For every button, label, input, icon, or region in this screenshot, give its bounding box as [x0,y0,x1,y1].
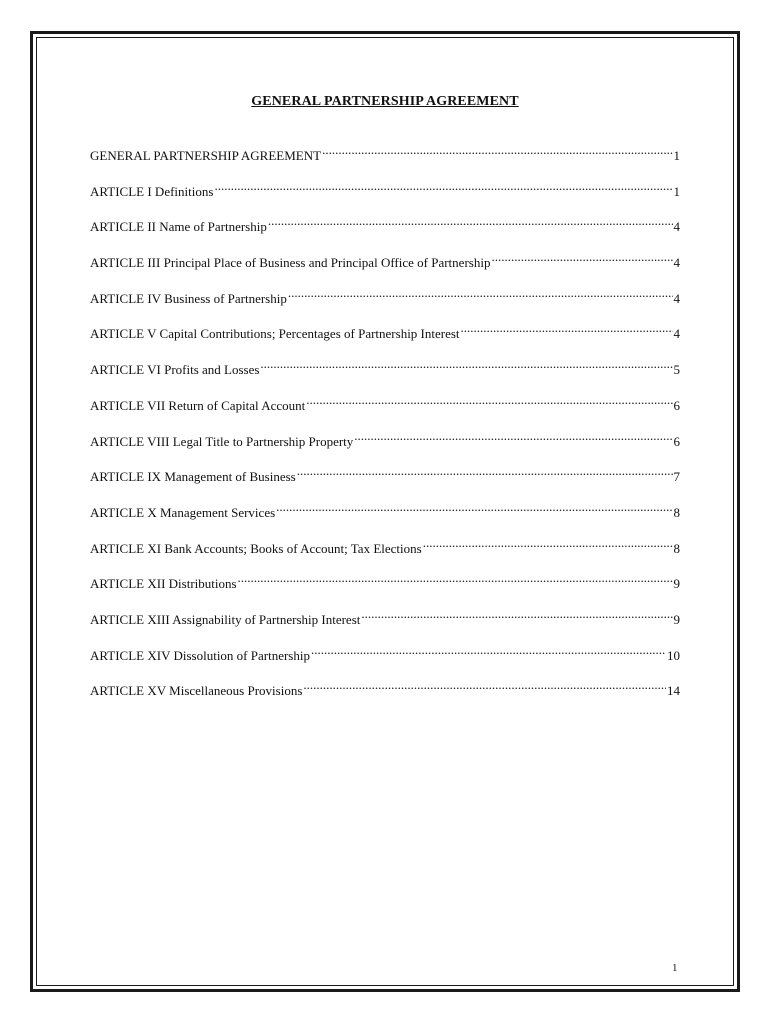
toc-entry-label: GENERAL PARTNERSHIP AGREEMENT [90,148,322,163]
toc-entry-label: ARTICLE XIII Assignability of Partnership Interest [90,611,361,627]
toc-entry-label: ARTICLE VIII Legal Title to Partnership Property [90,433,354,449]
toc-dot-leader [268,217,673,231]
toc-entry-page: 1 [673,183,680,199]
toc-dot-leader [303,681,666,695]
toc-dot-leader [461,324,673,338]
toc-entry[interactable] [90,432,680,468]
toc-entry[interactable] [90,681,680,717]
toc-entry[interactable] [90,503,680,539]
toc-entry-page: 4 [673,255,680,271]
toc-entry-label: ARTICLE V Capital Contributions; Percentages of Partnership Interest [90,326,460,342]
table-of-contents [90,146,680,717]
toc-dot-leader [214,182,672,196]
toc-entry-label: ARTICLE VI Profits and Losses [90,362,260,378]
toc-entry[interactable] [90,396,680,432]
toc-entry-page: 9 [673,611,680,627]
toc-entry-label: ARTICLE XIV Dissolution of Partnership [90,647,310,663]
toc-entry-label: ARTICLE IX Management of Business [90,469,296,485]
toc-entry-page: 6 [673,433,680,449]
toc-entry-page: 14 [667,683,680,699]
toc-entry[interactable] [90,539,680,575]
toc-entry-page: 4 [673,326,680,342]
toc-entry[interactable] [90,646,680,682]
toc-dot-leader [322,146,672,160]
toc-entry-page: 10 [667,647,680,663]
toc-entry-label: ARTICLE I Definitions [90,183,214,199]
toc-dot-leader [361,610,672,624]
toc-dot-leader [354,432,672,446]
toc-entry[interactable] [90,182,680,218]
toc-entry-label: ARTICLE II Name of Partnership [90,219,267,235]
toc-entry[interactable] [90,289,680,325]
toc-entry[interactable] [90,324,680,360]
toc-entry[interactable] [90,610,680,646]
toc-entry-label: ARTICLE X Management Services [90,504,276,520]
toc-entry-page: 4 [673,290,680,306]
toc-dot-leader [306,396,672,410]
toc-entry-page: 7 [673,469,680,485]
toc-entry-label: ARTICLE IV Business of Partnership [90,290,287,306]
toc-dot-leader [311,646,666,660]
toc-entry-page: 8 [673,540,680,556]
toc-entry[interactable] [90,574,680,610]
toc-dot-leader [260,360,672,374]
toc-dot-leader [423,539,673,553]
toc-entry-label: ARTICLE XII Distributions [90,576,237,592]
toc-dot-leader [238,574,673,588]
toc-entry[interactable] [90,253,680,289]
toc-dot-leader [288,289,673,303]
toc-entry-label: ARTICLE XV Miscellaneous Provisions [90,683,303,699]
page-number: 1 [672,962,678,974]
toc-entry[interactable] [90,360,680,396]
toc-entry[interactable] [90,146,680,182]
toc-entry-page: 5 [673,362,680,378]
toc-entry[interactable] [90,467,680,503]
toc-dot-leader [276,503,672,517]
toc-entry-page: 4 [673,219,680,235]
toc-dot-leader [297,467,673,481]
toc-entry[interactable] [90,217,680,253]
toc-entry-page: 1 [673,148,680,163]
toc-entry-label: ARTICLE VII Return of Capital Account [90,397,306,413]
toc-entry-page: 9 [673,576,680,592]
document-title: GENERAL PARTNERSHIP AGREEMENT [251,94,519,109]
toc-entry-label: ARTICLE III Principal Place of Business and Principal Office of Partnership [90,255,491,271]
toc-entry-label: ARTICLE XI Bank Accounts; Books of Account; Tax Elections [90,540,422,556]
toc-entry-page: 6 [673,397,680,413]
toc-entry-page: 8 [673,504,680,520]
toc-dot-leader [491,253,672,267]
